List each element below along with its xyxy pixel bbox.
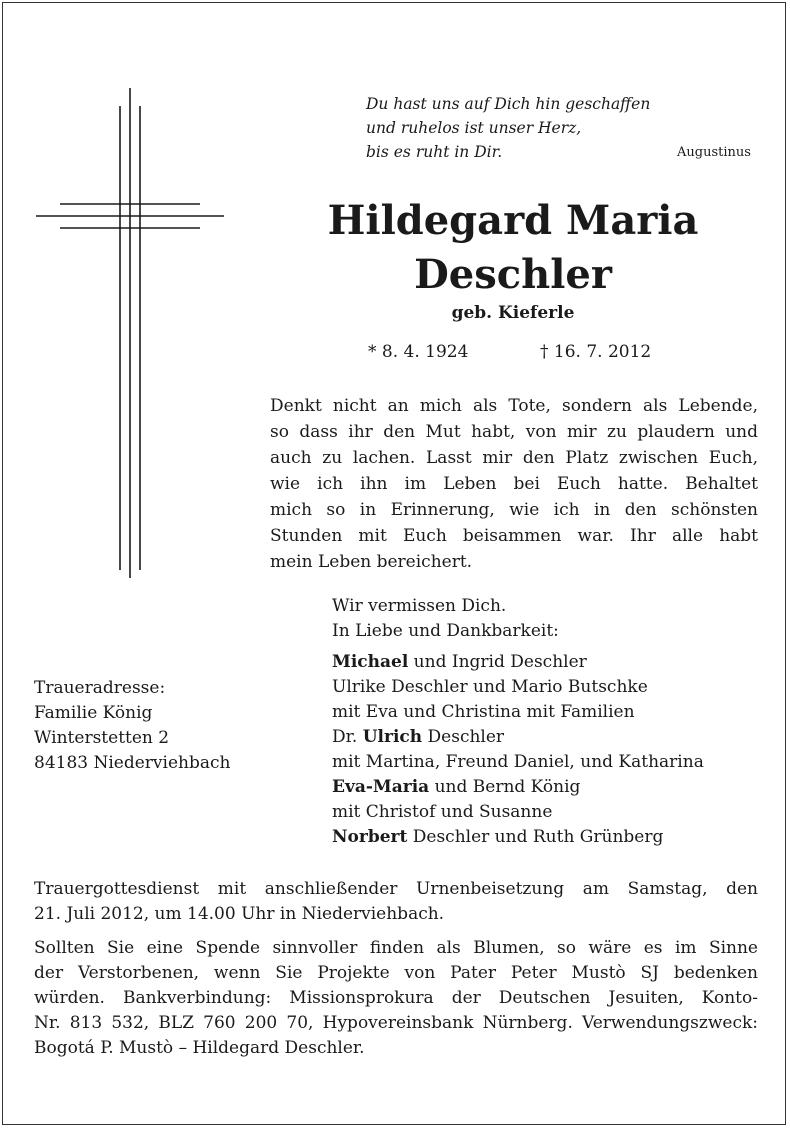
- deceased-name-last: Deschler: [414, 251, 612, 298]
- donation-line: Nr. 813 532, BLZ 760 200 70, Hypovereinsbank Nürnberg. Verwendungszweck:: [34, 1013, 758, 1033]
- poem-line: so dass ihr den Mut habt, von mir zu plaudern und: [270, 422, 758, 442]
- donation-line: Bogotá P. Mustò – Hildegard Deschler.: [34, 1038, 365, 1058]
- deceased-name-first: Hildegard Maria: [327, 197, 699, 244]
- poem-line: Stunden mit Euch beisammen war. Ihr alle habt: [270, 526, 758, 546]
- farewell-line: Wir vermissen Dich.: [332, 596, 507, 616]
- birth-name: geb. Kieferle: [451, 303, 575, 323]
- poem-line: Denkt nicht an mich als Tote, sondern als Lebende,: [270, 396, 758, 416]
- family-item: mit Christof und Susanne: [332, 802, 553, 822]
- death-date: † 16. 7. 2012: [540, 342, 652, 362]
- family-item: Eva-Maria und Bernd König: [332, 777, 581, 797]
- donation-line: würden. Bankverbindung: Missionsprokura der Deutschen Jesuiten, Konto-: [34, 988, 758, 1008]
- poem-line: auch zu lachen. Lasst mir den Platz zwischen Euch,: [270, 448, 758, 468]
- family-item: Ulrike Deschler und Mario Butschke: [332, 677, 648, 697]
- donation-line: Sollten Sie eine Spende sinnvoller finden als Blumen, so wäre es im Sinne: [34, 938, 758, 958]
- quote: [366, 92, 650, 164]
- farewell-line: In Liebe und Dankbarkeit:: [332, 621, 559, 641]
- family-item: Norbert Deschler und Ruth Grünberg: [332, 827, 664, 847]
- donation-info: [34, 936, 758, 1061]
- cross-icon: [30, 88, 230, 578]
- family-item: mit Martina, Freund Daniel, und Katharina: [332, 752, 704, 772]
- poem-line: mich so in Erinnerung, wie ich in den schönsten: [270, 500, 758, 520]
- quote-line: Du hast uns auf Dich hin geschaffen: [366, 95, 651, 113]
- service-line: Trauergottesdienst mit anschließender Urnenbeisetzung am Samstag, den: [34, 879, 758, 899]
- address-line: Traueradresse:: [34, 678, 166, 698]
- quote-author: Augustinus: [677, 145, 751, 160]
- quote-line: und ruhelos ist unser Herz,: [366, 119, 582, 137]
- service-line: 21. Juli 2012, um 14.00 Uhr in Niederviehbach.: [34, 904, 445, 924]
- address-line: 84183 Niederviehbach: [34, 753, 231, 773]
- donation-line: der Verstorbenen, wenn Sie Projekte von Pater Peter Mustò SJ bedenken: [34, 963, 758, 983]
- quote-line: bis es ruht in Dir.: [366, 143, 503, 161]
- birth-date: * 8. 4. 1924: [368, 342, 469, 362]
- family-item: Michael und Ingrid Deschler: [332, 652, 587, 672]
- family-item: Dr. Ulrich Deschler: [332, 727, 505, 747]
- poem-line: wie ich ihn im Leben bei Euch hatte. Behaltet: [270, 474, 758, 494]
- memorial-poem: [270, 393, 758, 575]
- address-line: Winterstetten 2: [34, 728, 170, 748]
- family-item: mit Eva und Christina mit Familien: [332, 702, 635, 722]
- address-line: Familie König: [34, 703, 153, 723]
- funeral-service-info: [34, 877, 758, 927]
- family-list: [332, 650, 704, 850]
- farewell: [332, 594, 559, 644]
- poem-line: mein Leben bereichert.: [270, 552, 473, 572]
- mourning-address: [34, 676, 230, 776]
